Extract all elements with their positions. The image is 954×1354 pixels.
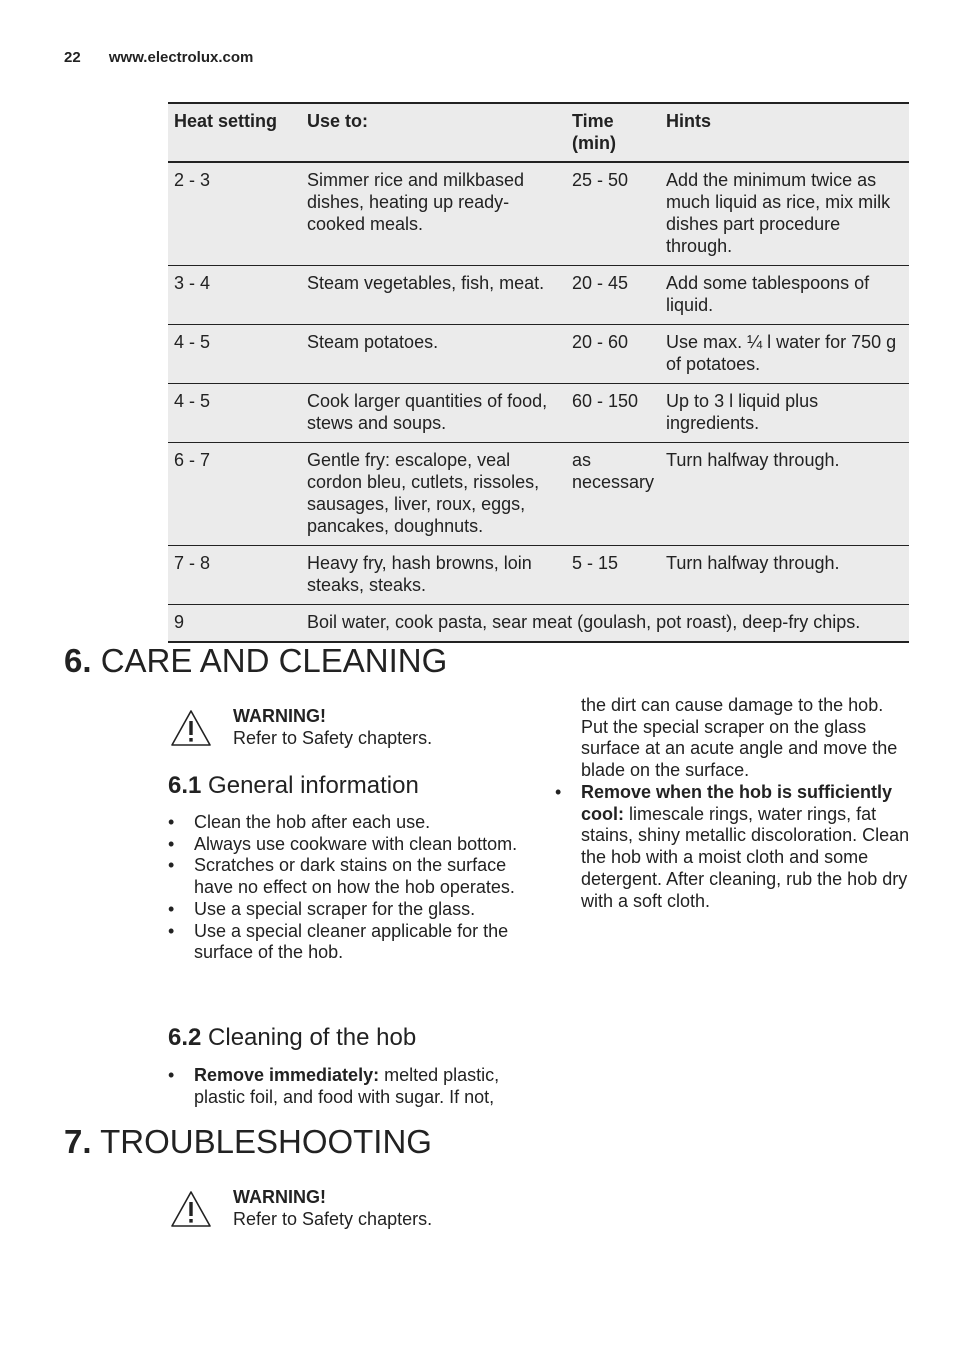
section-number: 6.: [64, 642, 92, 679]
cell-hints: Turn halfway through.: [666, 450, 840, 470]
table-row: [168, 266, 909, 325]
list-item: • Clean the hob after each use.: [168, 812, 431, 832]
table-row: [168, 384, 909, 443]
table-header-row: [168, 103, 909, 162]
heat-settings-table: [168, 102, 909, 643]
warning-box: [168, 1186, 498, 1232]
bullet: •: [555, 782, 562, 802]
bullet: •: [168, 812, 175, 832]
cell-time: 5 - 15: [572, 553, 619, 573]
bullet: •: [168, 833, 175, 854]
list-item: • Remove when the hob is sufficiently cool: limescale rings, water rings, fat stains, shiny metallic discoloration. Clean the hob with a moist cloth and some detergent. After cleaning, rub the hob dry with a soft cloth.: [555, 782, 910, 911]
table-row: [168, 325, 909, 384]
cell-hints: Turn halfway through.: [666, 553, 840, 573]
warning-title: WARNING!: [233, 1187, 326, 1207]
list-item: • Remove immediately: melted plastic, plastic foil, and food with sugar. If not,: [168, 1065, 500, 1107]
subsection-number: 6.2: [168, 1024, 202, 1051]
cell-time: as necessary: [572, 450, 655, 492]
cell-use: Heavy fry, hash browns, loin steaks, steaks.: [307, 553, 532, 595]
list-item: • Scratches or dark stains on the surface have no effect on how the hob operates.: [168, 855, 515, 898]
column-header: Heat setting: [168, 103, 301, 162]
cell-setting: 4 - 5: [174, 332, 211, 352]
cell-setting: 7 - 8: [174, 553, 211, 573]
cell-hints: Add the minimum twice as much liquid as rice, mix milk dishes part procedure through.: [666, 170, 891, 256]
warning-box: [168, 705, 498, 751]
cell-use: Steam vegetables, fish, meat.: [307, 273, 545, 293]
section-number: 7.: [64, 1123, 92, 1160]
column-header: Time (min): [566, 103, 660, 162]
table-row: [168, 162, 909, 266]
warning-text: Refer to Safety chapters.: [233, 1209, 433, 1229]
cell-time: 60 - 150: [572, 391, 639, 411]
warning-icon: [170, 709, 212, 747]
section-title: TROUBLESHOOTING: [100, 1123, 432, 1160]
cell-time: 25 - 50: [572, 170, 629, 190]
cell-setting: 3 - 4: [174, 273, 211, 293]
section-heading-care-and-cleaning: [64, 642, 447, 680]
cell-hints: Up to 3 l liquid plus ingredients.: [666, 391, 819, 433]
page-header: [64, 49, 253, 66]
warning-icon: [170, 1190, 212, 1228]
cell-setting: 2 - 3: [174, 170, 211, 190]
subsection-title: Cleaning of the hob: [208, 1024, 417, 1051]
cell-use: Gentle fry: escalope, veal cordon bleu, cutlets, rissoles, sausages, liver, roux, eggs, pancakes, doughnuts.: [307, 450, 540, 536]
cleaning-list-right: [555, 782, 911, 912]
cell-use: Steam potatoes.: [307, 332, 439, 352]
table-row: [168, 443, 909, 546]
cell-time: 20 - 60: [572, 332, 629, 352]
bullet: •: [168, 898, 175, 919]
cell-hints: Use max. ¼ l water for 750 g of potatoes.: [666, 332, 897, 374]
subsection-heading-cleaning-of-the-hob: [168, 1024, 416, 1052]
general-info-list: [168, 812, 528, 964]
page-number: 22: [64, 49, 81, 66]
cell-hints: Add some tablespoons of liquid.: [666, 273, 870, 315]
bullet: •: [168, 1065, 175, 1085]
subsection-heading-general-information: [168, 772, 419, 800]
list-item: • Use a special cleaner applicable for the surface of the hob.: [168, 920, 509, 963]
warning-title: WARNING!: [233, 706, 326, 726]
cell-use: Simmer rice and milkbased dishes, heating up ready-cooked meals.: [307, 170, 525, 234]
cell-time: 20 - 45: [572, 273, 629, 293]
section-title: CARE AND CLEANING: [100, 642, 448, 679]
cell-use-merged: Boil water, cook pasta, sear meat (goulash, pot roast), deep-fry chips.: [307, 612, 861, 632]
cell-use: Cook larger quantities of food, stews and soups.: [307, 391, 548, 433]
cell-setting: 9: [174, 612, 185, 632]
cell-setting: 4 - 5: [174, 391, 211, 411]
column-header: Hints: [660, 103, 909, 162]
table-row: [168, 605, 909, 643]
table-row: [168, 546, 909, 605]
bullet: •: [168, 920, 175, 941]
section-heading-troubleshooting: [64, 1123, 432, 1161]
bullet: •: [168, 855, 175, 876]
list-item: • Use a special scraper for the glass.: [168, 898, 476, 919]
subsection-title: General information: [208, 772, 419, 799]
list-item: • Always use cookware with clean bottom.: [168, 833, 518, 854]
cleaning-continuation: the dirt can cause damage to the hob. Put the special scraper on the glass surface at an acute angle and move the blade on the surface.: [581, 695, 898, 781]
column-header: Use to:: [301, 103, 566, 162]
website-url: www.electrolux.com: [108, 49, 254, 66]
warning-text: Refer to Safety chapters.: [233, 728, 433, 748]
cell-setting: 6 - 7: [174, 450, 211, 470]
subsection-number: 6.1: [168, 772, 202, 799]
cleaning-list-left: [168, 1065, 528, 1108]
